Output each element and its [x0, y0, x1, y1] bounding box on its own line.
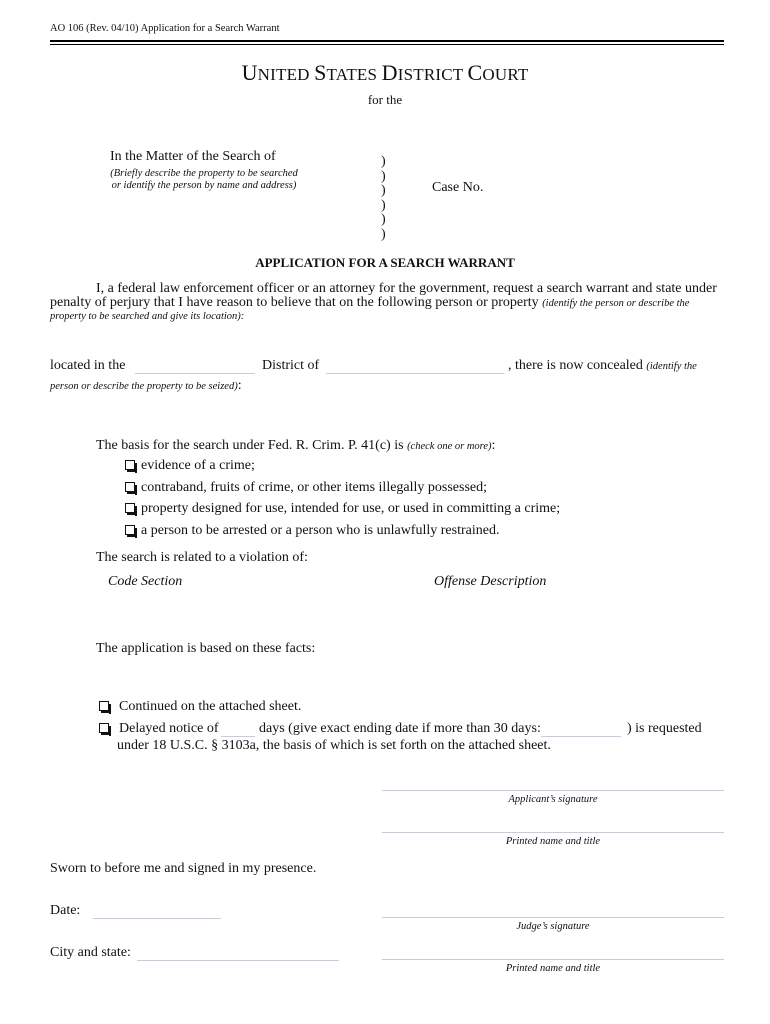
- printed-name-line-2[interactable]: [382, 959, 724, 960]
- printed-name-label-2: Printed name and title: [505, 963, 601, 974]
- matter-hint-1: (Briefly describe the property to be searched: [110, 168, 298, 179]
- matter-label: In the Matter of the Search of: [110, 149, 276, 164]
- form-id: AO 106 (Rev. 04/10) Application for a Search Warrant: [50, 23, 280, 34]
- sworn-statement: Sworn to before me and signed in my presence.: [50, 861, 317, 876]
- delayed-days-field[interactable]: [221, 720, 255, 737]
- violation-intro: The search is related to a violation of:: [96, 550, 308, 565]
- concealed-label: , there is now concealed (identify the: [508, 358, 697, 373]
- seized-label: person or describe the property to be seized):: [50, 378, 242, 393]
- applicant-signature-line[interactable]: [382, 790, 724, 791]
- judge-signature-line[interactable]: [382, 917, 724, 918]
- date-field[interactable]: [93, 902, 221, 919]
- city-state-field[interactable]: [137, 944, 339, 961]
- court-title: UNITED STATES DISTRICT COURT: [241, 60, 529, 85]
- checkbox-icon[interactable]: [125, 525, 135, 535]
- delayed-notice-text-b: days (give exact ending date if more than 30 days:: [259, 721, 541, 736]
- delayed-notice-text-c: ) is requested: [627, 721, 702, 736]
- district-label: District of: [262, 358, 320, 373]
- matter-hint-2: or identify the person by name and address): [111, 180, 297, 191]
- caption-parens: ) ) ) ) ) ): [381, 154, 386, 242]
- code-section-header: Code Section: [108, 574, 183, 589]
- basis-option-evidence[interactable]: evidence of a crime;: [125, 458, 255, 474]
- application-heading: APPLICATION FOR A SEARCH WARRANT: [255, 255, 515, 270]
- date-label: Date:: [50, 903, 81, 918]
- application-para-1: I, a federal law enforcement officer or an attorney for the government, request a search warrant and state under: [96, 281, 717, 296]
- continued-option[interactable]: Continued on the attached sheet.: [99, 699, 301, 715]
- checkbox-icon[interactable]: [99, 723, 109, 733]
- located-label: located in the: [50, 358, 126, 373]
- located-field[interactable]: [135, 357, 255, 374]
- printed-name-line-1[interactable]: [382, 832, 724, 833]
- checkbox-icon[interactable]: [125, 460, 135, 470]
- printed-name-label-1: Printed name and title: [505, 836, 601, 847]
- city-state-label: City and state:: [50, 945, 131, 960]
- checkbox-icon[interactable]: [99, 701, 109, 711]
- basis-option-person[interactable]: a person to be arrested or a person who is unlawfully restrained.: [125, 523, 499, 539]
- facts-intro: The application is based on these facts:: [96, 641, 316, 656]
- district-field[interactable]: [326, 357, 504, 374]
- basis-option-contraband[interactable]: contraband, fruits of crime, or other items illegally possessed;: [125, 480, 487, 496]
- checkbox-icon[interactable]: [125, 503, 135, 513]
- header-rule-thick: [50, 40, 724, 42]
- judge-signature-label: Judge’s signature: [516, 921, 590, 932]
- application-para-3: property to be searched and give its location):: [50, 311, 245, 322]
- checkbox-icon[interactable]: [125, 482, 135, 492]
- case-no-label: Case No.: [432, 180, 484, 195]
- applicant-signature-label: Applicant’s signature: [508, 794, 598, 805]
- header-rule-thin: [50, 44, 724, 45]
- delayed-notice-line-2: under 18 U.S.C. § 3103a, the basis of which is set forth on the attached sheet.: [117, 738, 551, 753]
- application-para-2: penalty of perjury that I have reason to believe that on the following person or property (identify the person or describe the: [50, 295, 690, 310]
- basis-intro: The basis for the search under Fed. R. Crim. P. 41(c) is (check one or more):: [96, 438, 496, 453]
- delayed-notice-option[interactable]: Delayed notice of: [99, 721, 219, 737]
- offense-description-header: Offense Description: [434, 574, 547, 589]
- delayed-date-field[interactable]: [541, 720, 621, 737]
- for-the: for the: [367, 92, 403, 107]
- basis-option-property[interactable]: property designed for use, intended for use, or used in committing a crime;: [125, 501, 560, 517]
